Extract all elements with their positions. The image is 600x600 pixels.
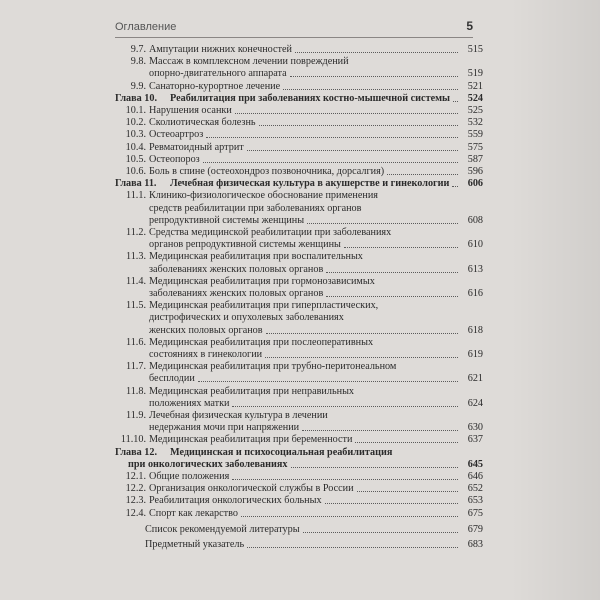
toc-entry-number: Глава 10. (115, 92, 158, 104)
toc-entry-page: 606 (467, 178, 483, 190)
toc-entry-number: 12.2. (125, 483, 146, 495)
toc-entry-page: 613 (467, 263, 483, 275)
toc-entry-title: Клинико-физиологическое обоснование применения (149, 190, 378, 202)
leader-dots (387, 174, 458, 175)
toc-entry-number: Глава 11. (115, 178, 157, 190)
toc-entry-page: 519 (467, 68, 483, 80)
toc-entry-line (0, 373, 600, 385)
toc-entry-page: 637 (467, 434, 483, 446)
leader-dots (206, 137, 458, 138)
leader-dots (259, 125, 458, 126)
toc-entry-page: 645 (467, 458, 483, 470)
toc-entry-line (0, 215, 600, 227)
toc-entry-number: 12.1. (125, 471, 146, 482)
header-page-number: 5 (466, 19, 473, 33)
toc-entry-page: 525 (467, 105, 483, 116)
leader-dots (325, 503, 458, 504)
toc-entry-page: 619 (467, 349, 483, 360)
toc-entry-title: Остеоартроз (149, 129, 204, 141)
toc-entry-line (0, 166, 600, 178)
toc-entry-line (0, 524, 600, 536)
toc-entry-line (0, 539, 600, 551)
toc-entry-page: 532 (467, 117, 483, 129)
toc-entry-page: 652 (467, 483, 483, 495)
toc-entry-title: Медицинская реабилитация при гиперпластических, (149, 300, 379, 312)
toc-entry-number: 10.5. (125, 153, 146, 165)
toc-entry-page: 624 (467, 397, 483, 409)
toc-entry-page: 679 (467, 523, 483, 535)
toc-entry-number: Глава 12. (115, 446, 158, 458)
leader-dots (247, 150, 458, 151)
toc-entry-title: заболеваниях женских половых органов (149, 263, 324, 275)
toc-entry-line (0, 81, 600, 93)
leader-dots (326, 296, 458, 297)
toc-entry-number: 9.9. (130, 80, 146, 92)
toc-entry-line (0, 483, 600, 495)
toc-entry-line (0, 447, 600, 459)
toc-entry-title: дистрофических и опухолевых заболеваниях (149, 312, 344, 324)
toc-entry-line (0, 325, 600, 337)
running-header (115, 17, 473, 38)
toc-entry-page: 521 (467, 80, 483, 92)
toc-entry-line (0, 178, 600, 190)
toc-entry-page: 515 (467, 44, 483, 55)
toc-entry-number: 11.5. (126, 300, 146, 312)
toc-entry-title: органов репродуктивной системы женщины (149, 239, 341, 251)
toc-entry-line (0, 264, 600, 276)
leader-dots (203, 162, 458, 163)
toc-entry-number: 11.4. (126, 275, 146, 287)
toc-entry-number: 9.8. (130, 56, 146, 68)
toc-entry-page: 616 (467, 288, 483, 299)
toc-entry-title: репродуктивной системы женщины (149, 214, 305, 226)
toc-entry-line (0, 117, 600, 129)
toc-entry-title: Медицинская реабилитация при послеоперативных (149, 336, 374, 348)
leader-dots (198, 381, 458, 382)
toc-entry-title: Сколиотическая болезнь (149, 117, 256, 129)
toc-entry-line (0, 337, 600, 349)
header-title: Оглавление (115, 21, 177, 33)
toc-entry-line (0, 68, 600, 80)
leader-dots (290, 76, 458, 77)
toc-entry-page: 621 (467, 373, 483, 385)
leader-dots (355, 442, 458, 443)
toc-entry-line (0, 361, 600, 373)
toc-entry-title: Ампутации нижних конечностей (149, 44, 292, 55)
toc-entry-title: Предметный указатель (145, 539, 245, 550)
toc-entry-title: при онкологических заболеваниях (128, 458, 288, 470)
toc-entry-title: Общие положения (149, 471, 230, 482)
toc-entry-number: 12.4. (125, 507, 146, 519)
toc-entry-number: 11.6. (126, 336, 146, 348)
toc-entry-line (0, 422, 600, 434)
leader-dots (266, 333, 458, 334)
toc-entry-line (0, 56, 600, 68)
toc-entry-number: 9.7. (130, 44, 146, 55)
toc-entry-title: Массаж в комплексном лечении повреждений (149, 56, 349, 68)
toc-entry-title: недержания мочи при напряжении (149, 422, 300, 434)
toc-entry-line (0, 251, 600, 263)
toc-entry-line (0, 105, 600, 117)
toc-entry-line (0, 93, 600, 105)
toc-entry-number: 11.9. (126, 410, 146, 421)
toc-entry-line (0, 459, 600, 471)
toc-entry-title: Медицинская реабилитация при неправильных (149, 385, 355, 397)
toc-entry-page: 587 (467, 153, 483, 165)
toc-entry-line (0, 239, 600, 251)
toc-entry-page: 575 (467, 141, 483, 153)
leader-dots (232, 406, 458, 407)
toc-entry-title: заболеваниях женских половых органов (149, 288, 324, 299)
leader-dots (232, 479, 458, 480)
toc-entry-number: 10.3. (125, 129, 146, 141)
toc-entry-title: бесплодии (149, 373, 195, 385)
toc-entry-page: 653 (467, 495, 483, 507)
toc-entry-title: Медицинская реабилитация при гормонозависимых (149, 275, 375, 287)
toc-entry-number: 10.6. (125, 166, 146, 177)
toc-entry-number: 11.10. (120, 434, 146, 446)
toc-entry-title: Список рекомендуемой литературы (145, 523, 300, 535)
toc-entry-line (0, 312, 600, 324)
toc-entry-line (0, 495, 600, 507)
toc-entry-title: Лечебная физическая культура в лечении (149, 410, 328, 421)
toc-entry-number: 10.4. (125, 141, 146, 153)
toc-entry-title: Боль в спине (остеохондроз позвоночника, дорсалгия) (149, 166, 385, 177)
leader-dots (302, 430, 458, 431)
toc-entry-number: 11.2. (126, 227, 146, 238)
toc-entry-number: 10.2. (125, 117, 146, 129)
leader-dots (235, 113, 458, 114)
toc-entry-title: Медицинская реабилитация при трубно-перитонеальном (149, 361, 397, 373)
leader-dots (283, 89, 458, 90)
toc-entry-number: 11.8. (126, 385, 146, 397)
toc-entry-title: Ревматоидный артрит (149, 141, 244, 153)
leader-dots (307, 223, 458, 224)
toc-entry-title: Медицинская и психосоциальная реабилитация (170, 446, 393, 458)
toc-entry-line (0, 349, 600, 361)
leader-dots (303, 532, 458, 533)
toc-entry-line (0, 129, 600, 141)
toc-entry-title: Лечебная физическая культура в акушерстве и гинекологии (170, 178, 450, 190)
toc-entry-number: 10.1. (125, 105, 146, 116)
toc-entry-title: Остеопороз (149, 153, 200, 165)
toc-entry-page: 675 (467, 507, 483, 519)
toc-entry-page: 610 (467, 239, 483, 251)
toc-entry-title: состояниях в гинекологии (149, 349, 263, 360)
leader-dots (295, 52, 458, 53)
toc-entry-page: 630 (467, 422, 483, 434)
toc-entry-title: Организация онкологической службы в России (149, 483, 354, 495)
toc-entry-title: Медицинская реабилитация при воспалительных (149, 251, 363, 263)
leader-dots (247, 547, 458, 548)
toc-entry-page: 608 (467, 214, 483, 226)
toc-entry-page: 646 (467, 471, 483, 482)
leader-dots (326, 272, 458, 273)
toc-entry-page: 559 (467, 129, 483, 141)
toc-entry-title: Медицинская реабилитация при беременности (149, 434, 353, 446)
toc-entry-page: 618 (467, 324, 483, 336)
toc-entry-title: Реабилитация онкологических больных (149, 495, 322, 507)
toc-entry-title: Реабилитация при заболеваниях костно-мышечной системы (170, 92, 450, 104)
toc-entry-line (0, 190, 600, 202)
toc-entry-line (0, 227, 600, 239)
toc-entry-line (0, 300, 600, 312)
toc-entry-line (0, 410, 600, 422)
leader-dots (291, 467, 459, 468)
leader-dots (265, 357, 458, 358)
toc-entry-line (0, 386, 600, 398)
toc-entry-title: Средства медицинской реабилитации при заболеваниях (149, 227, 392, 238)
toc-entry-line (0, 142, 600, 154)
toc-entry-line (0, 44, 600, 56)
toc-entry-number: 11.1. (126, 190, 146, 202)
toc-entry-title: Спорт как лекарство (149, 507, 238, 519)
leader-dots (344, 247, 458, 248)
leader-dots (241, 516, 458, 517)
toc-entry-line (0, 203, 600, 215)
toc-entry-title: Санаторно-курортное лечение (149, 80, 281, 92)
toc-entry-line (0, 154, 600, 166)
toc-entry-title: средств реабилитации при заболеваниях органов (149, 202, 362, 214)
toc-entry-page: 596 (467, 166, 483, 177)
toc-entry-number: 12.3. (125, 495, 146, 507)
toc-entry-line (0, 288, 600, 300)
toc-entry-page: 524 (467, 92, 483, 104)
leader-dots (357, 491, 458, 492)
toc-entry-line (0, 508, 600, 520)
toc-entry-number: 11.7. (126, 361, 146, 373)
toc-entry-title: женских половых органов (149, 324, 263, 336)
toc-entry-title: опорно-двигательного аппарата (149, 68, 287, 80)
toc-entry-number: 11.3. (126, 251, 146, 263)
toc-entry-line (0, 434, 600, 446)
toc-entry-line (0, 398, 600, 410)
toc-entry-title: Нарушения осанки (149, 105, 232, 116)
toc-entry-line (0, 471, 600, 483)
toc-entry-page: 683 (467, 539, 483, 550)
toc-entry-title: положениях матки (149, 397, 230, 409)
toc-entry-line (0, 276, 600, 288)
